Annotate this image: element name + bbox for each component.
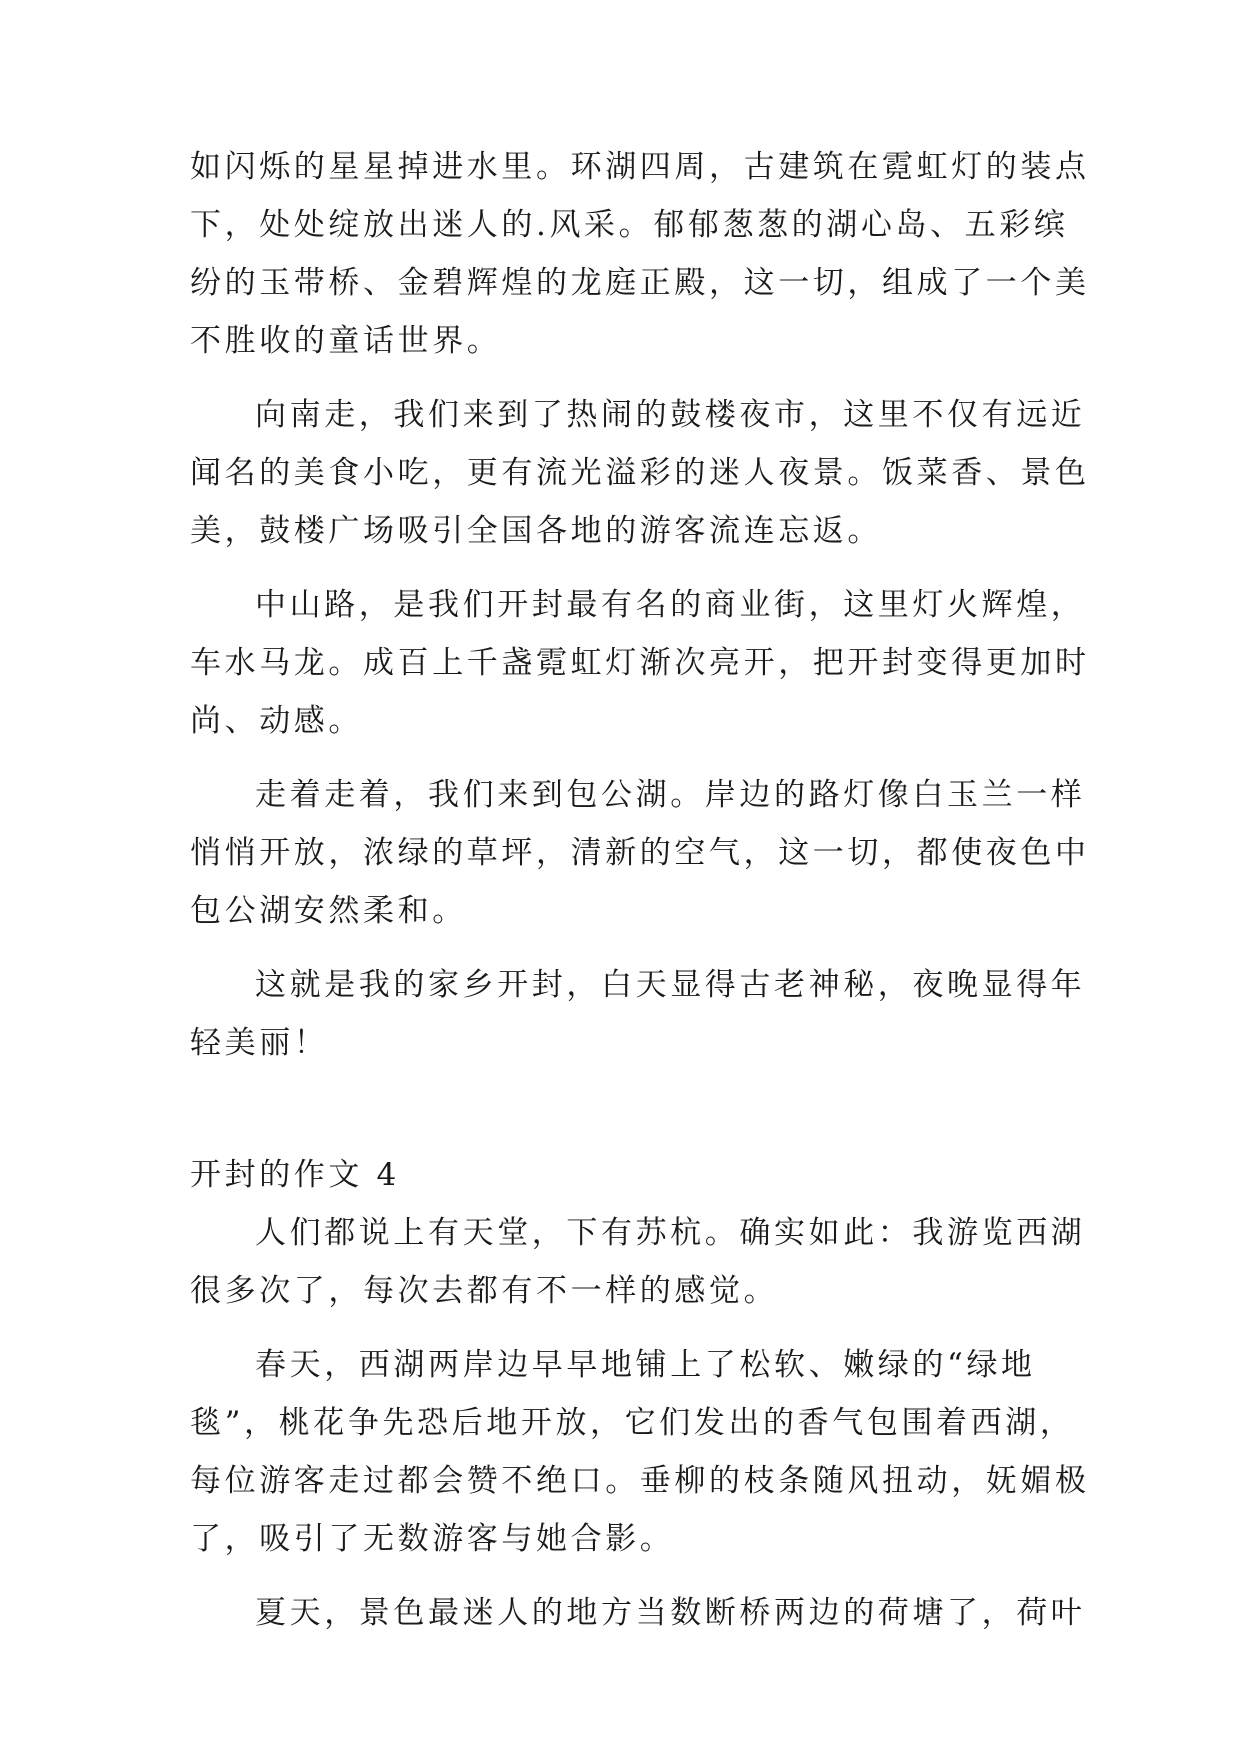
- text-line: 下，处处绽放出迷人的.风采。郁郁葱葱的湖心岛、五彩缤: [190, 207, 1069, 243]
- text-line: 毯”，桃花争先恐后地开放，它们发出的香气包围着西湖，: [190, 1405, 1075, 1441]
- text-line: 这就是我的家乡开封，白天显得古老神秘，夜晚显得年: [255, 967, 1086, 1003]
- text-line: 夏天，景色最迷人的地方当数断桥两边的荷塘了，荷叶: [255, 1595, 1086, 1631]
- text-line: 每位游客走过都会赞不绝口。垂柳的枝条随风扭动，妩媚极: [190, 1463, 1090, 1499]
- text-line: 走着走着，我们来到包公湖。岸边的路灯像白玉兰一样: [255, 777, 1086, 813]
- section-heading: 开封的作文 4: [190, 1157, 400, 1193]
- text-line: 车水马龙。成百上千盏霓虹灯渐次亮开，把开封变得更加时: [190, 645, 1090, 681]
- text-line: 美，鼓楼广场吸引全国各地的游客流连忘返。: [190, 513, 882, 549]
- text-line: 悄悄开放，浓绿的草坪，清新的空气，这一切，都使夜色中: [190, 835, 1090, 871]
- text-line: 如闪烁的星星掉进水里。环湖四周，古建筑在霓虹灯的装点: [190, 149, 1090, 185]
- text-line: 春天，西湖两岸边早早地铺上了松软、嫩绿的“绿地: [255, 1347, 1036, 1383]
- text-line: 中山路，是我们开封最有名的商业街，这里灯火辉煌，: [255, 587, 1086, 623]
- text-line: 尚、动感。: [190, 703, 363, 739]
- text-line: 轻美丽！: [190, 1025, 329, 1061]
- text-line: 包公湖安然柔和。: [190, 893, 467, 929]
- text-line: 人们都说上有天堂，下有苏杭。确实如此：我游览西湖: [255, 1215, 1086, 1251]
- text-line: 向南走，我们来到了热闹的鼓楼夜市，这里不仅有远近: [255, 397, 1086, 433]
- text-line: 闻名的美食小吃，更有流光溢彩的迷人夜景。饭菜香、景色: [190, 455, 1090, 491]
- text-line: 了，吸引了无数游客与她合影。: [190, 1521, 675, 1557]
- text-line: 纷的玉带桥、金碧辉煌的龙庭正殿，这一切，组成了一个美: [190, 265, 1090, 301]
- text-line: 不胜收的童话世界。: [190, 323, 502, 359]
- text-line: 很多次了，每次去都有不一样的感觉。: [190, 1273, 779, 1309]
